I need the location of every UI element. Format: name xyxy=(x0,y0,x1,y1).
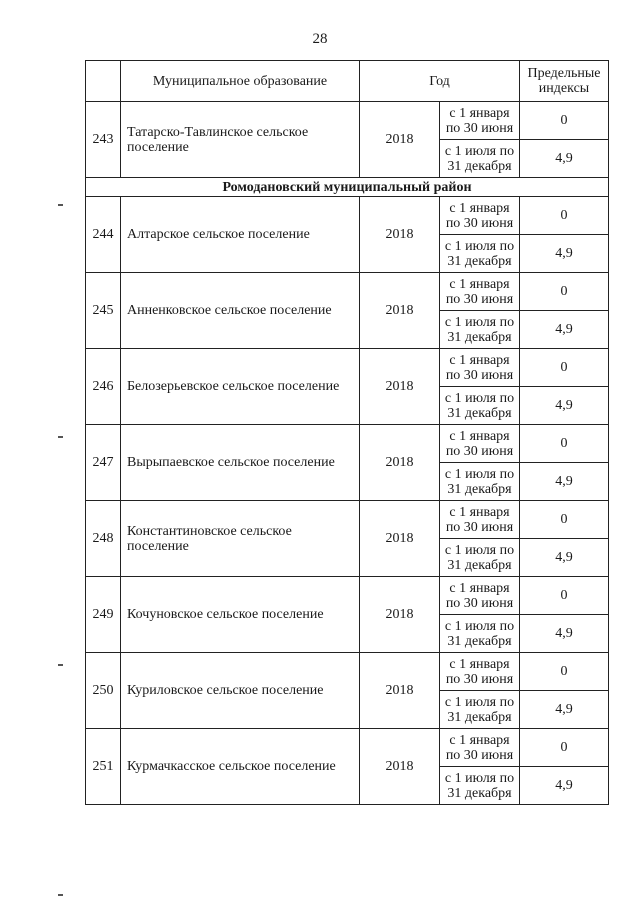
table-row xyxy=(86,577,609,615)
scan-mark xyxy=(58,436,63,438)
year-cell: 2018 xyxy=(360,273,440,349)
index-first-half: 0 xyxy=(520,577,609,615)
municipality-name-text: Курмачкасское сельское поселение xyxy=(127,759,336,774)
index-first-half: 0 xyxy=(520,273,609,311)
table-row xyxy=(86,729,609,767)
municipality-name-text: Куриловское сельское поселение xyxy=(127,683,324,698)
index-second-half: 4,9 xyxy=(520,539,609,577)
district-title: Ромодановский муниципальный район xyxy=(86,178,609,197)
period-second-half: с 1 июля по 31 декабря xyxy=(440,463,520,501)
municipality-name xyxy=(121,577,360,653)
index-second-half: 4,9 xyxy=(520,235,609,273)
index-first-half: 0 xyxy=(520,197,609,235)
period-first-half: с 1 января по 30 июня xyxy=(440,501,520,539)
table-body-top xyxy=(86,102,609,178)
period-second-half: с 1 июля по 31 декабря xyxy=(440,767,520,805)
municipality-name-text: Анненковское сельское поселение xyxy=(127,303,332,318)
table-row xyxy=(86,197,609,235)
district-row xyxy=(86,178,609,197)
municipality-name-text: Константиновское сельское поселение xyxy=(127,523,292,554)
scan-mark xyxy=(58,894,63,896)
period-second-half: с 1 июля по 31 декабря xyxy=(440,235,520,273)
year-cell: 2018 xyxy=(360,729,440,805)
index-second-half: 4,9 xyxy=(520,691,609,729)
index-second-half: 4,9 xyxy=(520,615,609,653)
table-body-main xyxy=(86,197,609,805)
municipality-name-text: Белозерьевское сельское поселение xyxy=(127,379,340,394)
municipality-name xyxy=(121,102,360,178)
index-second-half: 4,9 xyxy=(520,767,609,805)
municipality-name xyxy=(121,653,360,729)
municipality-name xyxy=(121,273,360,349)
index-first-half: 0 xyxy=(520,653,609,691)
index-first-half: 0 xyxy=(520,349,609,387)
row-number: 243 xyxy=(86,102,121,178)
row-number: 250 xyxy=(86,653,121,729)
year-cell: 2018 xyxy=(360,102,440,178)
municipality-name xyxy=(121,197,360,273)
scan-mark xyxy=(58,204,63,206)
period-first-half: с 1 января по 30 июня xyxy=(440,197,520,235)
tariff-index-table xyxy=(85,60,609,805)
period-second-half: с 1 июля по 31 декабря xyxy=(440,615,520,653)
municipality-name xyxy=(121,349,360,425)
year-cell: 2018 xyxy=(360,197,440,273)
header-municipality: Муниципальное образование xyxy=(121,61,360,102)
period-second-half: с 1 июля по 31 декабря xyxy=(440,387,520,425)
period-second-half: с 1 июля по 31 декабря xyxy=(440,140,520,178)
row-number: 246 xyxy=(86,349,121,425)
district-section xyxy=(86,178,609,197)
year-cell: 2018 xyxy=(360,425,440,501)
index-second-half: 4,9 xyxy=(520,311,609,349)
page-number: 28 xyxy=(312,31,328,47)
period-first-half: с 1 января по 30 июня xyxy=(440,349,520,387)
row-number: 247 xyxy=(86,425,121,501)
scan-mark xyxy=(58,664,63,666)
municipality-name xyxy=(121,425,360,501)
municipality-name xyxy=(121,729,360,805)
period-second-half: с 1 июля по 31 декабря xyxy=(440,311,520,349)
index-first-half: 0 xyxy=(520,729,609,767)
period-first-half: с 1 января по 30 июня xyxy=(440,273,520,311)
header-index: Предельные индексы xyxy=(520,61,609,102)
table-row xyxy=(86,501,609,539)
row-number: 244 xyxy=(86,197,121,273)
period-first-half: с 1 января по 30 июня xyxy=(440,577,520,615)
index-first-half: 0 xyxy=(520,425,609,463)
year-cell: 2018 xyxy=(360,501,440,577)
period-first-half: с 1 января по 30 июня xyxy=(440,729,520,767)
row-number: 251 xyxy=(86,729,121,805)
year-cell: 2018 xyxy=(360,577,440,653)
index-first-half: 0 xyxy=(520,102,609,140)
index-second-half: 4,9 xyxy=(520,140,609,178)
municipality-name-text: Кочуновское сельское поселение xyxy=(127,607,324,622)
table-row xyxy=(86,653,609,691)
index-first-half: 0 xyxy=(520,501,609,539)
year-cell: 2018 xyxy=(360,349,440,425)
municipality-name-text: Вырыпаевское сельское поселение xyxy=(127,455,335,470)
row-number: 248 xyxy=(86,501,121,577)
period-second-half: с 1 июля по 31 декабря xyxy=(440,691,520,729)
table-row xyxy=(86,425,609,463)
municipality-name xyxy=(121,501,360,577)
year-cell: 2018 xyxy=(360,653,440,729)
municipality-name-text: Татарско-Тавлинское сельское поселение xyxy=(127,124,309,155)
period-first-half: с 1 января по 30 июня xyxy=(440,425,520,463)
table-header-row xyxy=(86,61,609,102)
period-first-half: с 1 января по 30 июня xyxy=(440,102,520,140)
row-number: 249 xyxy=(86,577,121,653)
header-year: Год xyxy=(360,61,520,102)
table-row xyxy=(86,349,609,387)
table-row xyxy=(86,273,609,311)
header-num xyxy=(86,61,121,102)
index-second-half: 4,9 xyxy=(520,387,609,425)
table-row xyxy=(86,102,609,140)
period-second-half: с 1 июля по 31 декабря xyxy=(440,539,520,577)
index-second-half: 4,9 xyxy=(520,463,609,501)
municipality-name-text: Алтарское сельское поселение xyxy=(127,227,310,242)
period-first-half: с 1 января по 30 июня xyxy=(440,653,520,691)
row-number: 245 xyxy=(86,273,121,349)
